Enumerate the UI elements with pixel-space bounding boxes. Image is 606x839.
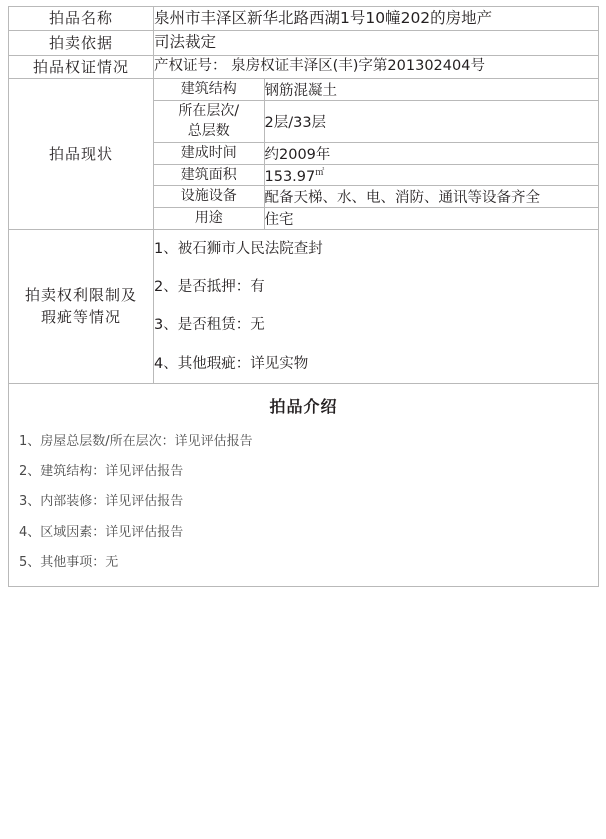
table-row-basis (9, 31, 599, 55)
label-item-name: 拍品名称 (9, 7, 154, 31)
label-rights-limitations-line2: 瑕疵等情况 (40, 308, 121, 327)
status-subtable-cell (154, 79, 599, 230)
label-rights-limitations (9, 229, 154, 383)
list-item: 4、其他瑕疵：详见实物 (154, 355, 309, 372)
table-row-certificate (9, 55, 599, 79)
list-item: 4、区域因素：详见评估报告 (19, 524, 184, 540)
value-item-name: 泉州市丰泽区新华北路西湖1号10幢202的房地产 (154, 7, 599, 31)
label-usage: 用途 (154, 207, 264, 229)
table-row (154, 101, 598, 143)
table-row (154, 79, 598, 101)
list-item: 2、建筑结构：详见评估报告 (19, 464, 184, 480)
value-building-area-number: 153.97 (264, 168, 316, 185)
label-floor-info-line2: 总层数 (187, 123, 230, 140)
introduction-list (9, 425, 598, 586)
value-build-year: 约2009年 (264, 142, 598, 164)
label-item-status: 拍品现状 (9, 79, 154, 230)
label-floor-info-line1: 所在层次/ (178, 103, 240, 119)
list-item: 1、被石狮市人民法院查封 (154, 240, 323, 257)
label-build-year: 建成时间 (154, 142, 264, 164)
list-item: 3、是否租赁：无 (154, 317, 265, 334)
table-row-introduction (9, 384, 599, 587)
label-auction-basis: 拍卖依据 (9, 31, 154, 55)
introduction-title: 拍品介绍 (269, 397, 338, 417)
table-row (154, 207, 598, 229)
value-rights-limitations (154, 229, 599, 383)
table-row-name (9, 7, 599, 31)
list-item: 3、内部装修：详见评估报告 (19, 494, 184, 510)
auction-item-table (8, 6, 599, 587)
value-certificate: 产权证号： 泉房权证丰泽区(丰)字第201302404号 (154, 55, 599, 79)
value-auction-basis: 司法裁定 (154, 31, 599, 55)
label-facilities: 设施设备 (154, 185, 264, 207)
label-certificate: 拍品权证情况 (9, 55, 154, 79)
value-floor-info: 2层/33层 (264, 101, 598, 143)
list-item: 2、是否抵押：有 (154, 279, 265, 296)
value-building-area (264, 164, 598, 185)
table-row-status (9, 79, 599, 230)
status-subtable (154, 79, 598, 229)
table-row-limitations (9, 229, 599, 383)
introduction-cell (9, 384, 599, 587)
list-item: 1、房屋总层数/所在层次：详见评估报告 (19, 434, 253, 450)
label-floor-info (154, 101, 264, 143)
table-row (154, 164, 598, 185)
table-row (154, 185, 598, 207)
table-row (154, 142, 598, 164)
value-building-area-unit: ㎡ (315, 167, 325, 178)
label-building-area: 建筑面积 (154, 164, 264, 185)
list-item: 5、其他事项：无 (19, 554, 119, 570)
label-building-structure: 建筑结构 (154, 79, 264, 101)
label-rights-limitations-line1: 拍卖权利限制及 (24, 285, 137, 304)
value-building-structure: 钢筋混凝土 (264, 79, 598, 101)
value-usage: 住宅 (264, 207, 598, 229)
value-facilities: 配备天梯、水、电、消防、通讯等设备齐全 (264, 185, 598, 207)
